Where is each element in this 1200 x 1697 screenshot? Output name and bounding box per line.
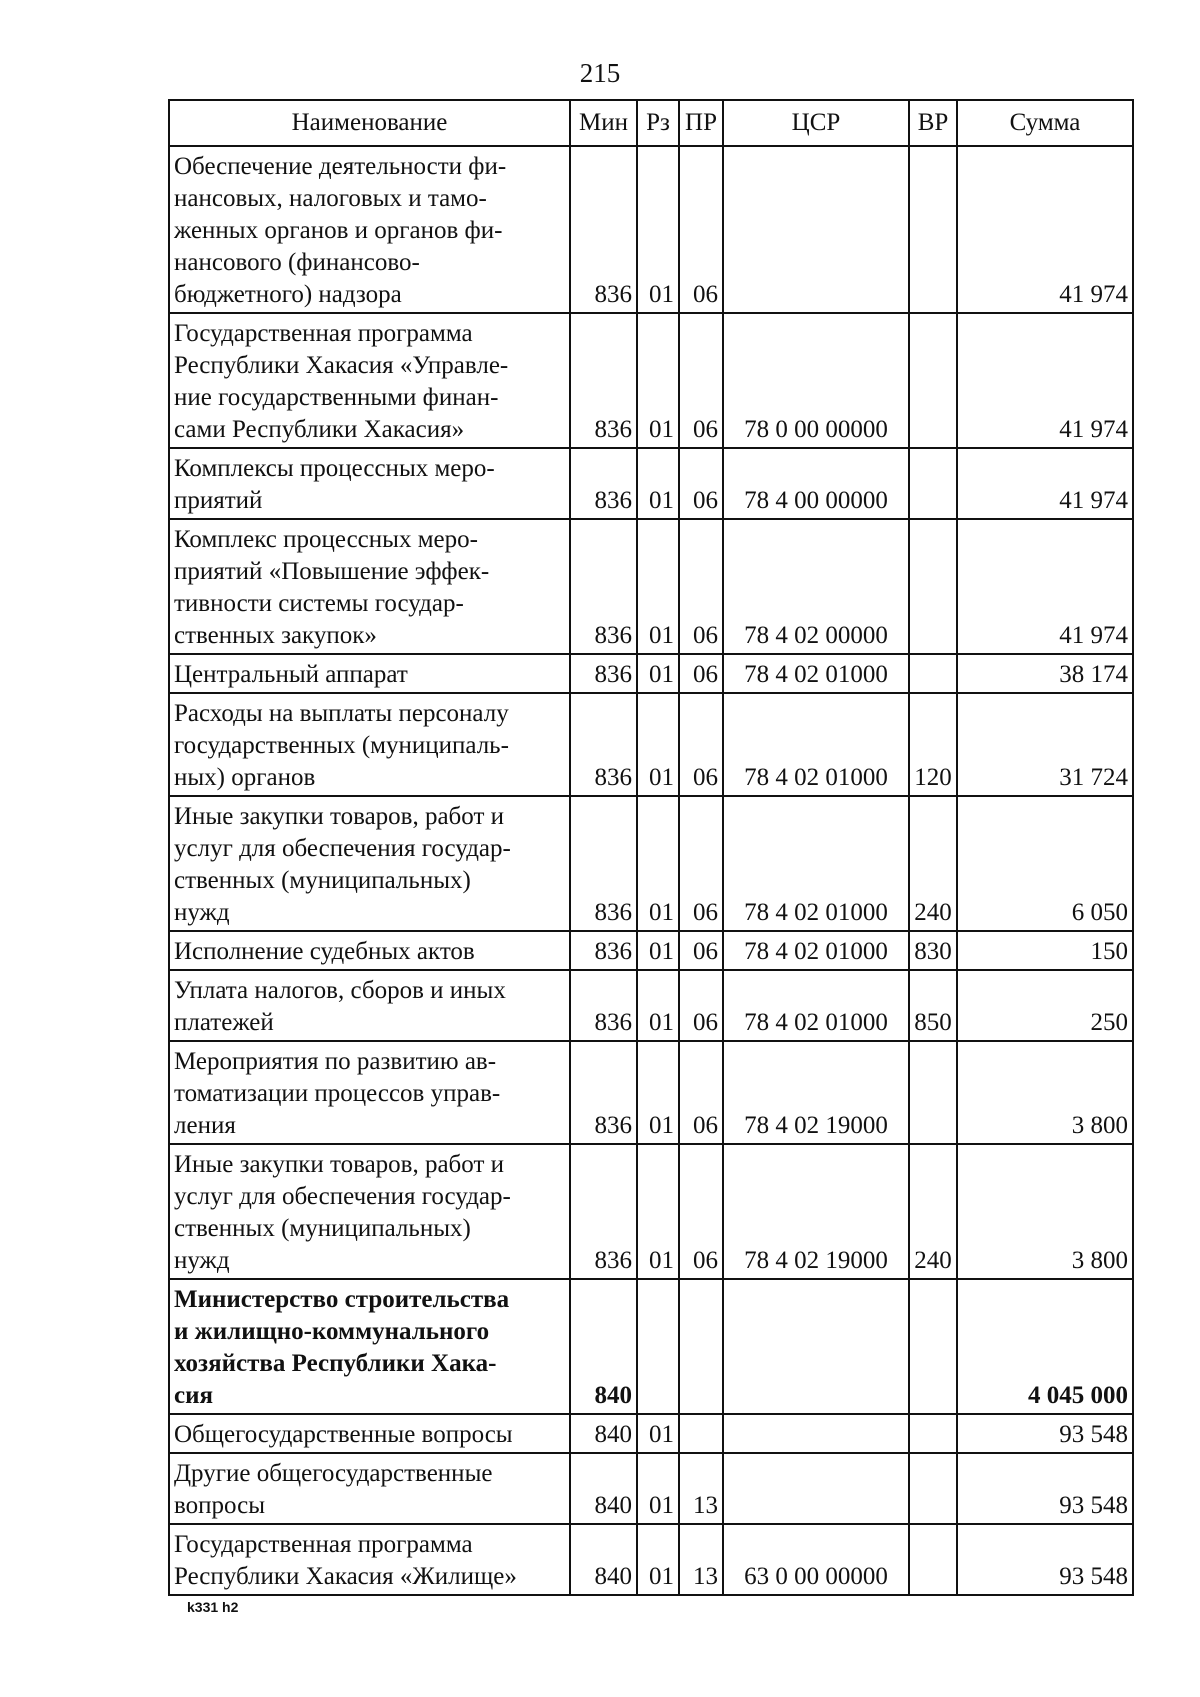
row-vr: 850 — [909, 970, 957, 1041]
row-name: Иные закупки товаров, работ и услуг для обеспечения государ- ственных (муниципальных) нужд — [169, 1144, 570, 1279]
row-sum: 41 974 — [957, 519, 1133, 654]
row-sum: 93 548 — [957, 1453, 1133, 1524]
row-vr — [909, 654, 957, 693]
row-rz: 01 — [637, 970, 679, 1041]
row-vr: 240 — [909, 796, 957, 931]
row-sum: 3 800 — [957, 1041, 1133, 1144]
row-csr: 78 4 02 01000 — [723, 693, 909, 796]
row-min: 836 — [570, 146, 637, 313]
row-rz: 01 — [637, 1453, 679, 1524]
row-min: 840 — [570, 1524, 637, 1595]
row-name: Исполнение судебных актов — [169, 931, 570, 970]
row-csr: 78 0 00 00000 — [723, 313, 909, 448]
row-sum: 31 724 — [957, 693, 1133, 796]
row-name: Расходы на выплаты персоналу государственных (муниципаль- ных) органов — [169, 693, 570, 796]
row-min: 836 — [570, 654, 637, 693]
row-pr: 13 — [679, 1524, 723, 1595]
row-rz: 01 — [637, 654, 679, 693]
row-min: 836 — [570, 1144, 637, 1279]
row-rz: 01 — [637, 1041, 679, 1144]
row-pr: 06 — [679, 796, 723, 931]
row-min: 836 — [570, 448, 637, 519]
header-sum: Сумма — [957, 100, 1133, 146]
row-min: 836 — [570, 313, 637, 448]
row-rz — [637, 1279, 679, 1414]
row-pr: 06 — [679, 448, 723, 519]
row-rz: 01 — [637, 448, 679, 519]
row-csr: 63 0 00 00000 — [723, 1524, 909, 1595]
table-row — [169, 1414, 1133, 1453]
table-row — [169, 693, 1133, 796]
row-min: 836 — [570, 970, 637, 1041]
table-row — [169, 1524, 1133, 1595]
row-min: 836 — [570, 519, 637, 654]
row-sum: 41 974 — [957, 146, 1133, 313]
row-name: Иные закупки товаров, работ и услуг для обеспечения государ- ственных (муниципальных) нужд — [169, 796, 570, 931]
table-row — [169, 1279, 1133, 1414]
row-csr — [723, 1279, 909, 1414]
row-pr: 06 — [679, 519, 723, 654]
table-header-row — [169, 100, 1133, 146]
row-sum: 4 045 000 — [957, 1279, 1133, 1414]
row-csr: 78 4 02 19000 — [723, 1041, 909, 1144]
row-rz: 01 — [637, 519, 679, 654]
header-min: Мин — [570, 100, 637, 146]
page-number: 215 — [579, 58, 621, 88]
row-vr — [909, 1279, 957, 1414]
row-min: 836 — [570, 1041, 637, 1144]
row-min: 836 — [570, 796, 637, 931]
table-row — [169, 313, 1133, 448]
row-vr — [909, 519, 957, 654]
row-vr — [909, 1453, 957, 1524]
row-pr: 06 — [679, 970, 723, 1041]
row-name: Общегосударственные вопросы — [169, 1414, 570, 1453]
row-rz: 01 — [637, 146, 679, 313]
row-name: Государственная программа Республики Хакасия «Управле- ние государственными финан- сами Республики Хакасия» — [169, 313, 570, 448]
row-name: Комплексы процессных меро- приятий — [169, 448, 570, 519]
row-pr: 13 — [679, 1453, 723, 1524]
row-rz: 01 — [637, 1524, 679, 1595]
row-name: Обеспечение деятельности фи- нансовых, налоговых и тамо- женных органов и органов фи- нансового (финансово- бюджетного) надзора — [169, 146, 570, 313]
row-csr — [723, 1453, 909, 1524]
row-rz: 01 — [637, 796, 679, 931]
row-pr: 06 — [679, 1144, 723, 1279]
row-vr — [909, 146, 957, 313]
row-rz: 01 — [637, 1144, 679, 1279]
header-csr: ЦСР — [723, 100, 909, 146]
table-row — [169, 448, 1133, 519]
row-name: Министерство строительства и жилищно-коммунального хозяйства Республики Хака- сия — [169, 1279, 570, 1414]
row-rz: 01 — [637, 1414, 679, 1453]
row-min: 836 — [570, 693, 637, 796]
row-csr: 78 4 02 01000 — [723, 654, 909, 693]
table-row — [169, 654, 1133, 693]
row-pr — [679, 1414, 723, 1453]
row-pr: 06 — [679, 931, 723, 970]
row-sum: 6 050 — [957, 796, 1133, 931]
row-name: Центральный аппарат — [169, 654, 570, 693]
row-csr: 78 4 00 00000 — [723, 448, 909, 519]
table-row — [169, 931, 1133, 970]
row-csr: 78 4 02 00000 — [723, 519, 909, 654]
table-row — [169, 519, 1133, 654]
row-pr: 06 — [679, 313, 723, 448]
row-sum: 93 548 — [957, 1414, 1133, 1453]
row-vr — [909, 1414, 957, 1453]
row-name: Другие общегосударственные вопросы — [169, 1453, 570, 1524]
table-row — [169, 970, 1133, 1041]
table-body — [169, 146, 1133, 1595]
row-min: 840 — [570, 1279, 637, 1414]
document-code: k331 h2 — [187, 1599, 239, 1615]
row-vr: 240 — [909, 1144, 957, 1279]
row-vr — [909, 1041, 957, 1144]
row-pr: 06 — [679, 1041, 723, 1144]
row-rz: 01 — [637, 931, 679, 970]
row-rz: 01 — [637, 693, 679, 796]
row-name: Государственная программа Республики Хакасия «Жилище» — [169, 1524, 570, 1595]
row-min: 836 — [570, 931, 637, 970]
header-vr: ВР — [909, 100, 957, 146]
row-csr — [723, 146, 909, 313]
row-min: 840 — [570, 1414, 637, 1453]
row-name: Комплекс процессных меро- приятий «Повышение эффек- тивности системы государ- ственных закупок» — [169, 519, 570, 654]
row-sum: 3 800 — [957, 1144, 1133, 1279]
row-vr — [909, 1524, 957, 1595]
row-vr — [909, 313, 957, 448]
row-pr: 06 — [679, 693, 723, 796]
row-sum: 38 174 — [957, 654, 1133, 693]
row-name: Уплата налогов, сборов и иных платежей — [169, 970, 570, 1041]
table-row — [169, 1041, 1133, 1144]
row-csr: 78 4 02 01000 — [723, 931, 909, 970]
row-name: Мероприятия по развитию ав- томатизации процессов управ- ления — [169, 1041, 570, 1144]
header-name: Наименование — [169, 100, 570, 146]
row-rz: 01 — [637, 313, 679, 448]
row-vr — [909, 448, 957, 519]
table-row — [169, 1453, 1133, 1524]
row-pr: 06 — [679, 654, 723, 693]
row-sum: 250 — [957, 970, 1133, 1041]
row-csr: 78 4 02 01000 — [723, 796, 909, 931]
row-vr: 120 — [909, 693, 957, 796]
row-csr: 78 4 02 01000 — [723, 970, 909, 1041]
header-pr: ПР — [679, 100, 723, 146]
table-row — [169, 796, 1133, 931]
budget-table — [168, 99, 1134, 1596]
row-sum: 41 974 — [957, 448, 1133, 519]
row-sum: 150 — [957, 931, 1133, 970]
row-pr: 06 — [679, 146, 723, 313]
row-sum: 93 548 — [957, 1524, 1133, 1595]
header-rz: Рз — [637, 100, 679, 146]
row-min: 840 — [570, 1453, 637, 1524]
row-pr — [679, 1279, 723, 1414]
row-csr: 78 4 02 19000 — [723, 1144, 909, 1279]
row-sum: 41 974 — [957, 313, 1133, 448]
row-vr: 830 — [909, 931, 957, 970]
table-row — [169, 1144, 1133, 1279]
row-csr — [723, 1414, 909, 1453]
table-row — [169, 146, 1133, 313]
